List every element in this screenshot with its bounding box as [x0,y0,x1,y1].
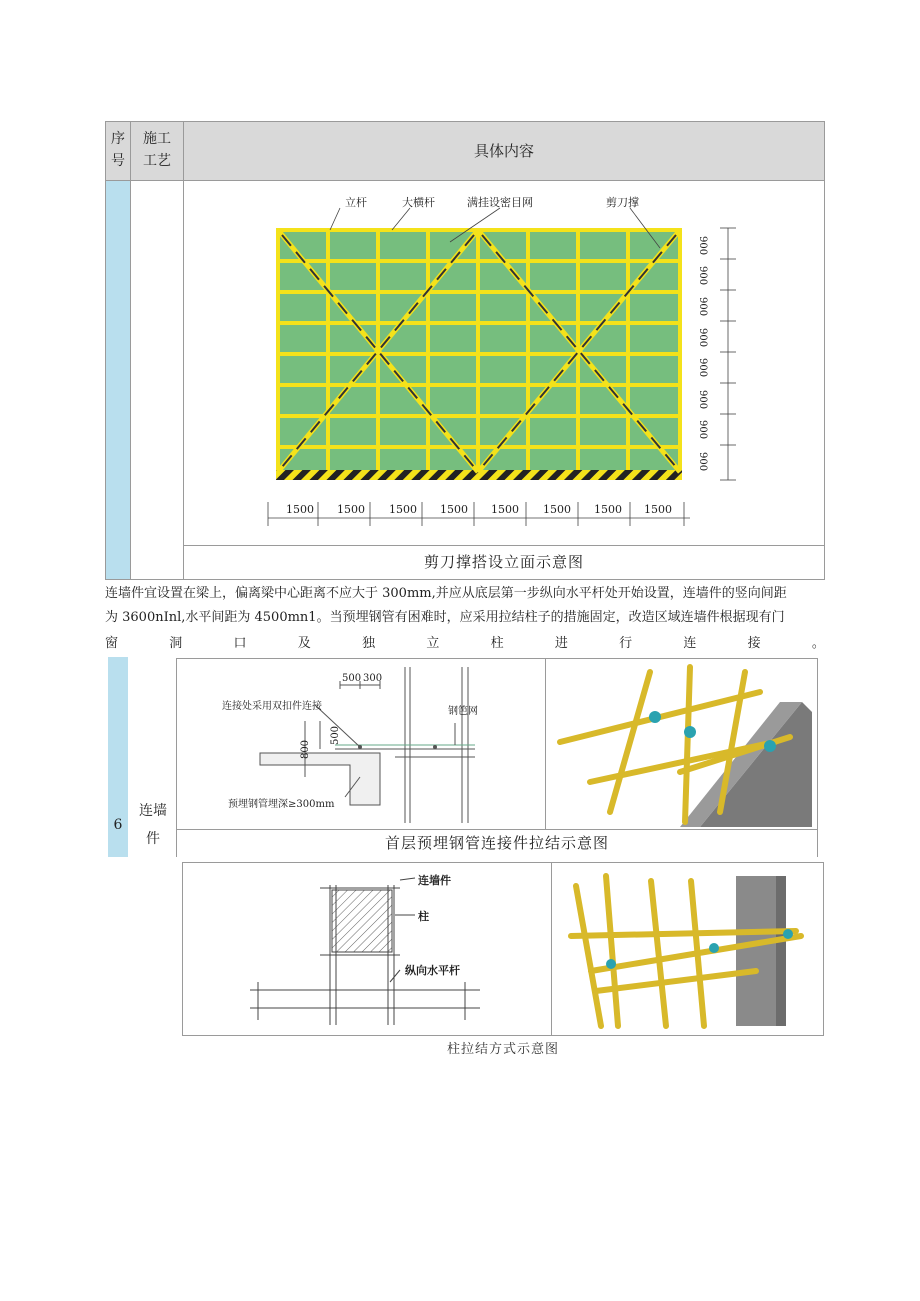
p3-char-3: 口 [233,636,247,651]
detail1-note-steel-mesh: 钢笆网 [448,706,478,717]
row6-process-line2: 件 [146,831,160,847]
p3-char-12: 。 [811,636,825,651]
paragraph-line3 [105,632,825,656]
vdim-3: 900 [697,297,708,317]
hdim-1: 1500 [286,503,314,516]
header-content-label: 具体内容 [473,142,534,160]
hdim-5: 1500 [491,503,519,516]
hdim-6: 1500 [543,503,571,516]
label-ledger: 大横杆 [402,196,435,209]
detail1-dim-v800: 800 [300,739,312,760]
paragraph-line2: 为 3600nInl,水平间距为 4500mn1。当预埋钢管有困难时，应采用拉结柱子的措施固定，改造区域连墙件根据现有门 [105,610,785,625]
hdim-8: 1500 [644,503,672,516]
label-upright: 立杆 [345,196,367,209]
vdim-7: 900 [697,420,708,440]
vdim-8: 900 [697,452,708,472]
detail2-label-column: 柱 [418,910,429,923]
detail1-dim-300: 300 [363,673,383,684]
fig2-caption: 柱拉结方式示意图 [446,1042,559,1057]
scissor-caption: 剪刀撑搭设立面示意图 [423,553,584,571]
label-scissor-brace: 剪刀撑 [606,196,639,209]
header-process-line1: 施工 [143,131,171,147]
vdim-5: 900 [697,358,708,378]
seq-cell-blue [105,180,131,580]
hdim-4: 1500 [440,503,468,516]
p3-char-1: 窗 [105,636,119,651]
p3-char-5: 独 [362,636,376,651]
fig1-caption: 首层预埋钢管连接件拉结示意图 [384,834,609,852]
table-header-seq [105,121,131,181]
detail1-dim-v500: 500 [330,725,342,746]
tie-pipe-3d-render [550,662,812,827]
column-tie-detail-drawing [240,870,490,1030]
table-header-process [130,121,184,181]
row6-process [132,800,174,850]
vdim-1: 900 [697,236,708,256]
label-safety-net: 满挂设密目网 [467,196,533,209]
column-tie-3d-render [556,866,818,1031]
process-cell-empty [130,180,184,580]
vdim-6: 900 [697,390,708,410]
detail1-note-embed-depth: 预埋钢管埋深≥300mm [228,799,335,810]
p3-char-8: 进 [554,636,568,651]
table-header-content [183,121,825,181]
vdim-4: 900 [697,328,708,348]
paragraph-line1: 连墙件宜设置在梁上，偏离梁中心距离不应大于 300mm,并应从底层第一步纵向水平杆处开始设置，连墙件的竖向间距 [105,586,787,601]
row6-number: 6 [113,817,123,833]
row6-process-line1: 连墙 [139,803,167,819]
p3-char-10: 连 [683,636,697,651]
scissor-brace-diagram [260,190,750,530]
row6-seq-cell [108,657,128,857]
detail1-note-double-clamp: 连接处采用双扣件连接 [222,701,322,712]
scissor-caption-cell [183,545,825,580]
detail2-label-ledger: 纵向水平杆 [405,964,460,977]
p3-char-4: 及 [297,636,311,651]
p3-char-9: 行 [619,636,633,651]
p3-char-11: 接 [747,636,761,651]
detail1-dim-500: 500 [342,673,362,684]
hdim-2: 1500 [337,503,365,516]
header-process-line2: 工艺 [143,153,171,169]
hdim-3: 1500 [389,503,417,516]
header-seq-line2: 号 [111,153,125,169]
p3-char-2: 洞 [169,636,183,651]
detail2-label-wall-tie: 连墙件 [418,874,451,887]
vdim-2: 900 [697,266,708,286]
hdim-7: 1500 [594,503,622,516]
fig1-caption-cell [176,829,818,857]
p3-char-6: 立 [426,636,440,651]
header-seq-line1: 序 [111,131,125,147]
p3-char-7: 柱 [490,636,504,651]
